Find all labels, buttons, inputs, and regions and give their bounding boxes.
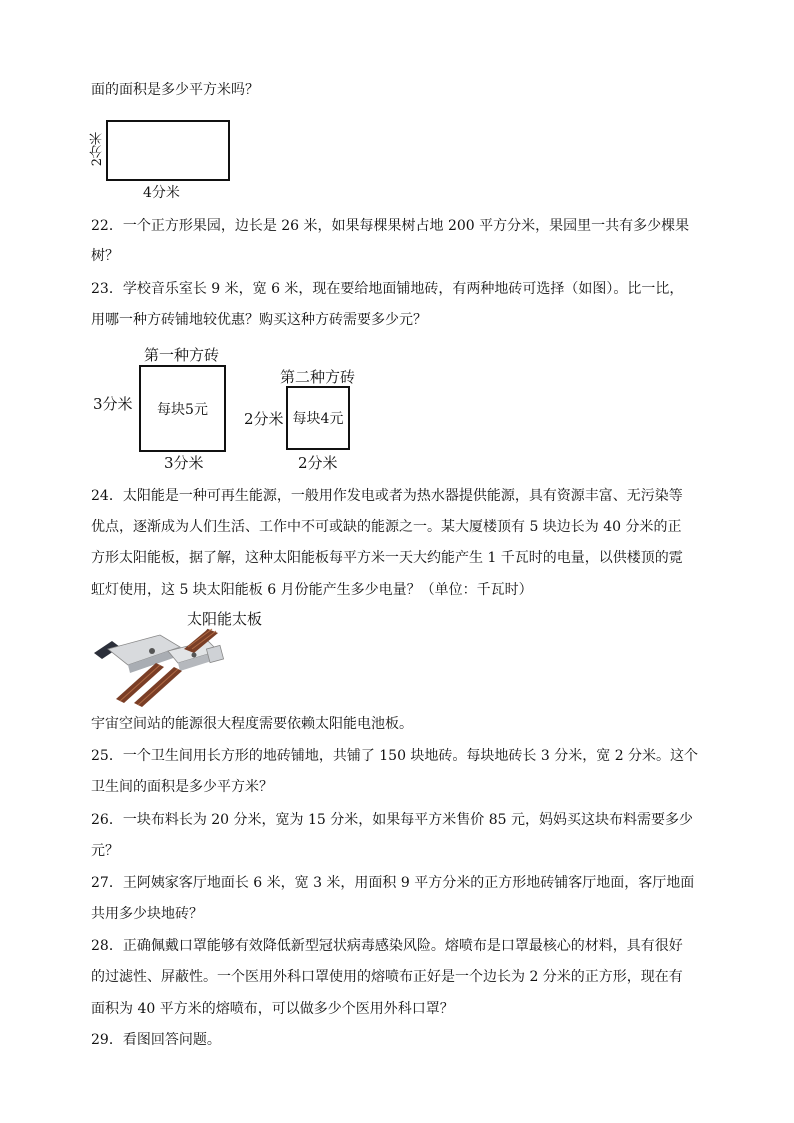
tiles-figure xyxy=(90,343,370,473)
tile1-price: 每块5元 xyxy=(157,401,208,418)
q24-line-2: 优点，逐渐成为人们生活、工作中不可或缺的能源之一。某大厦楼顶有 5 块边长为 40 分米的正 xyxy=(91,519,682,535)
space-station-caption: 宇宙空间站的能源很大程度需要依赖太阳能电池板。 xyxy=(91,716,413,732)
q24-line-4: 虹灯使用，这 5 块太阳能板 6 月份能产生多少电量？（单位：千瓦时） xyxy=(91,582,533,598)
q28-line-3: 面积为 40 平方米的熔喷布，可以做多少个医用外科口罩？ xyxy=(91,1001,454,1017)
q24-line-3: 方形太阳能板，据了解，这种太阳能板每平方米一天大约能产生 1 千瓦时的电量，以供楼顶的霓 xyxy=(91,550,683,566)
q26-line-1: 26．一块布料长为 20 分米，宽为 15 分米，如果每平方米售价 85 元，妈妈买这块布料需要多少 xyxy=(91,812,693,828)
q24-line-1: 24．太阳能是一种可再生能源，一般用作发电或者为热水器提供能源，具有资源丰富、无污染等 xyxy=(91,488,683,504)
q22-line-2: 树？ xyxy=(91,248,119,264)
q29-line-1: 29．看图回答问题。 xyxy=(91,1032,221,1048)
q28-line-2: 的过滤性、屏蔽性。一个医用外科口罩使用的熔喷布正好是一个边长为 2 分米的正方形，现在有 xyxy=(91,969,683,985)
q27-line-1: 27．王阿姨家客厅地面长 6 米，宽 3 米，用面积 9 平方分米的正方形地砖铺客厅地面，客厅地面 xyxy=(91,875,695,891)
rectangle-shape xyxy=(106,120,230,181)
q27-line-2: 共用多少块地砖？ xyxy=(91,906,203,922)
tile2-side-label: 2分米 xyxy=(244,410,284,428)
tile2-title: 第二种方砖 xyxy=(280,368,356,386)
q26-line-2: 元？ xyxy=(91,843,119,859)
rectangle-bottom-label: 4分米 xyxy=(143,185,180,201)
q22-line-1: 22．一个正方形果园，边长是 26 米，如果每棵果树占地 200 平方分米，果园里一共有多少棵果 xyxy=(91,218,690,234)
rectangle-figure xyxy=(90,118,240,200)
tile2-bottom-label: 2分米 xyxy=(298,454,338,472)
question-tail-line: 面的面积是多少平方米吗？ xyxy=(91,82,259,98)
solar-panel-label: 太阳能太板 xyxy=(187,610,263,628)
tile2-square xyxy=(286,386,350,450)
tile1-title: 第一种方砖 xyxy=(144,346,220,364)
q28-line-1: 28．正确佩戴口罩能够有效降低新型冠状病毒感染风险。熔喷布是口罩最核心的材料，具有很好 xyxy=(91,938,683,954)
space-station-figure xyxy=(90,607,290,707)
tile1-side-label: 3分米 xyxy=(93,395,133,413)
q25-line-2: 卫生间的面积是多少平方米？ xyxy=(91,779,273,795)
tile2-price: 每块4元 xyxy=(292,411,344,427)
rectangle-side-label: 2分米 xyxy=(90,132,105,167)
q23-line-1: 23．学校音乐室长 9 米，宽 6 米，现在要给地面铺地砖，有两种地砖可选择（如图）。比一比， xyxy=(91,281,684,297)
tile1-bottom-label: 3分米 xyxy=(164,454,204,472)
q25-line-1: 25．一个卫生间用长方形的地砖铺地，共铺了 150 块地砖。每块地砖长 3 分米，宽 2 分米。这个 xyxy=(91,748,699,764)
space-station-illustration xyxy=(90,607,290,707)
tile1-square xyxy=(139,365,226,452)
q23-line-2: 用哪一种方砖铺地较优惠？购买这种方砖需要多少元？ xyxy=(91,312,427,328)
